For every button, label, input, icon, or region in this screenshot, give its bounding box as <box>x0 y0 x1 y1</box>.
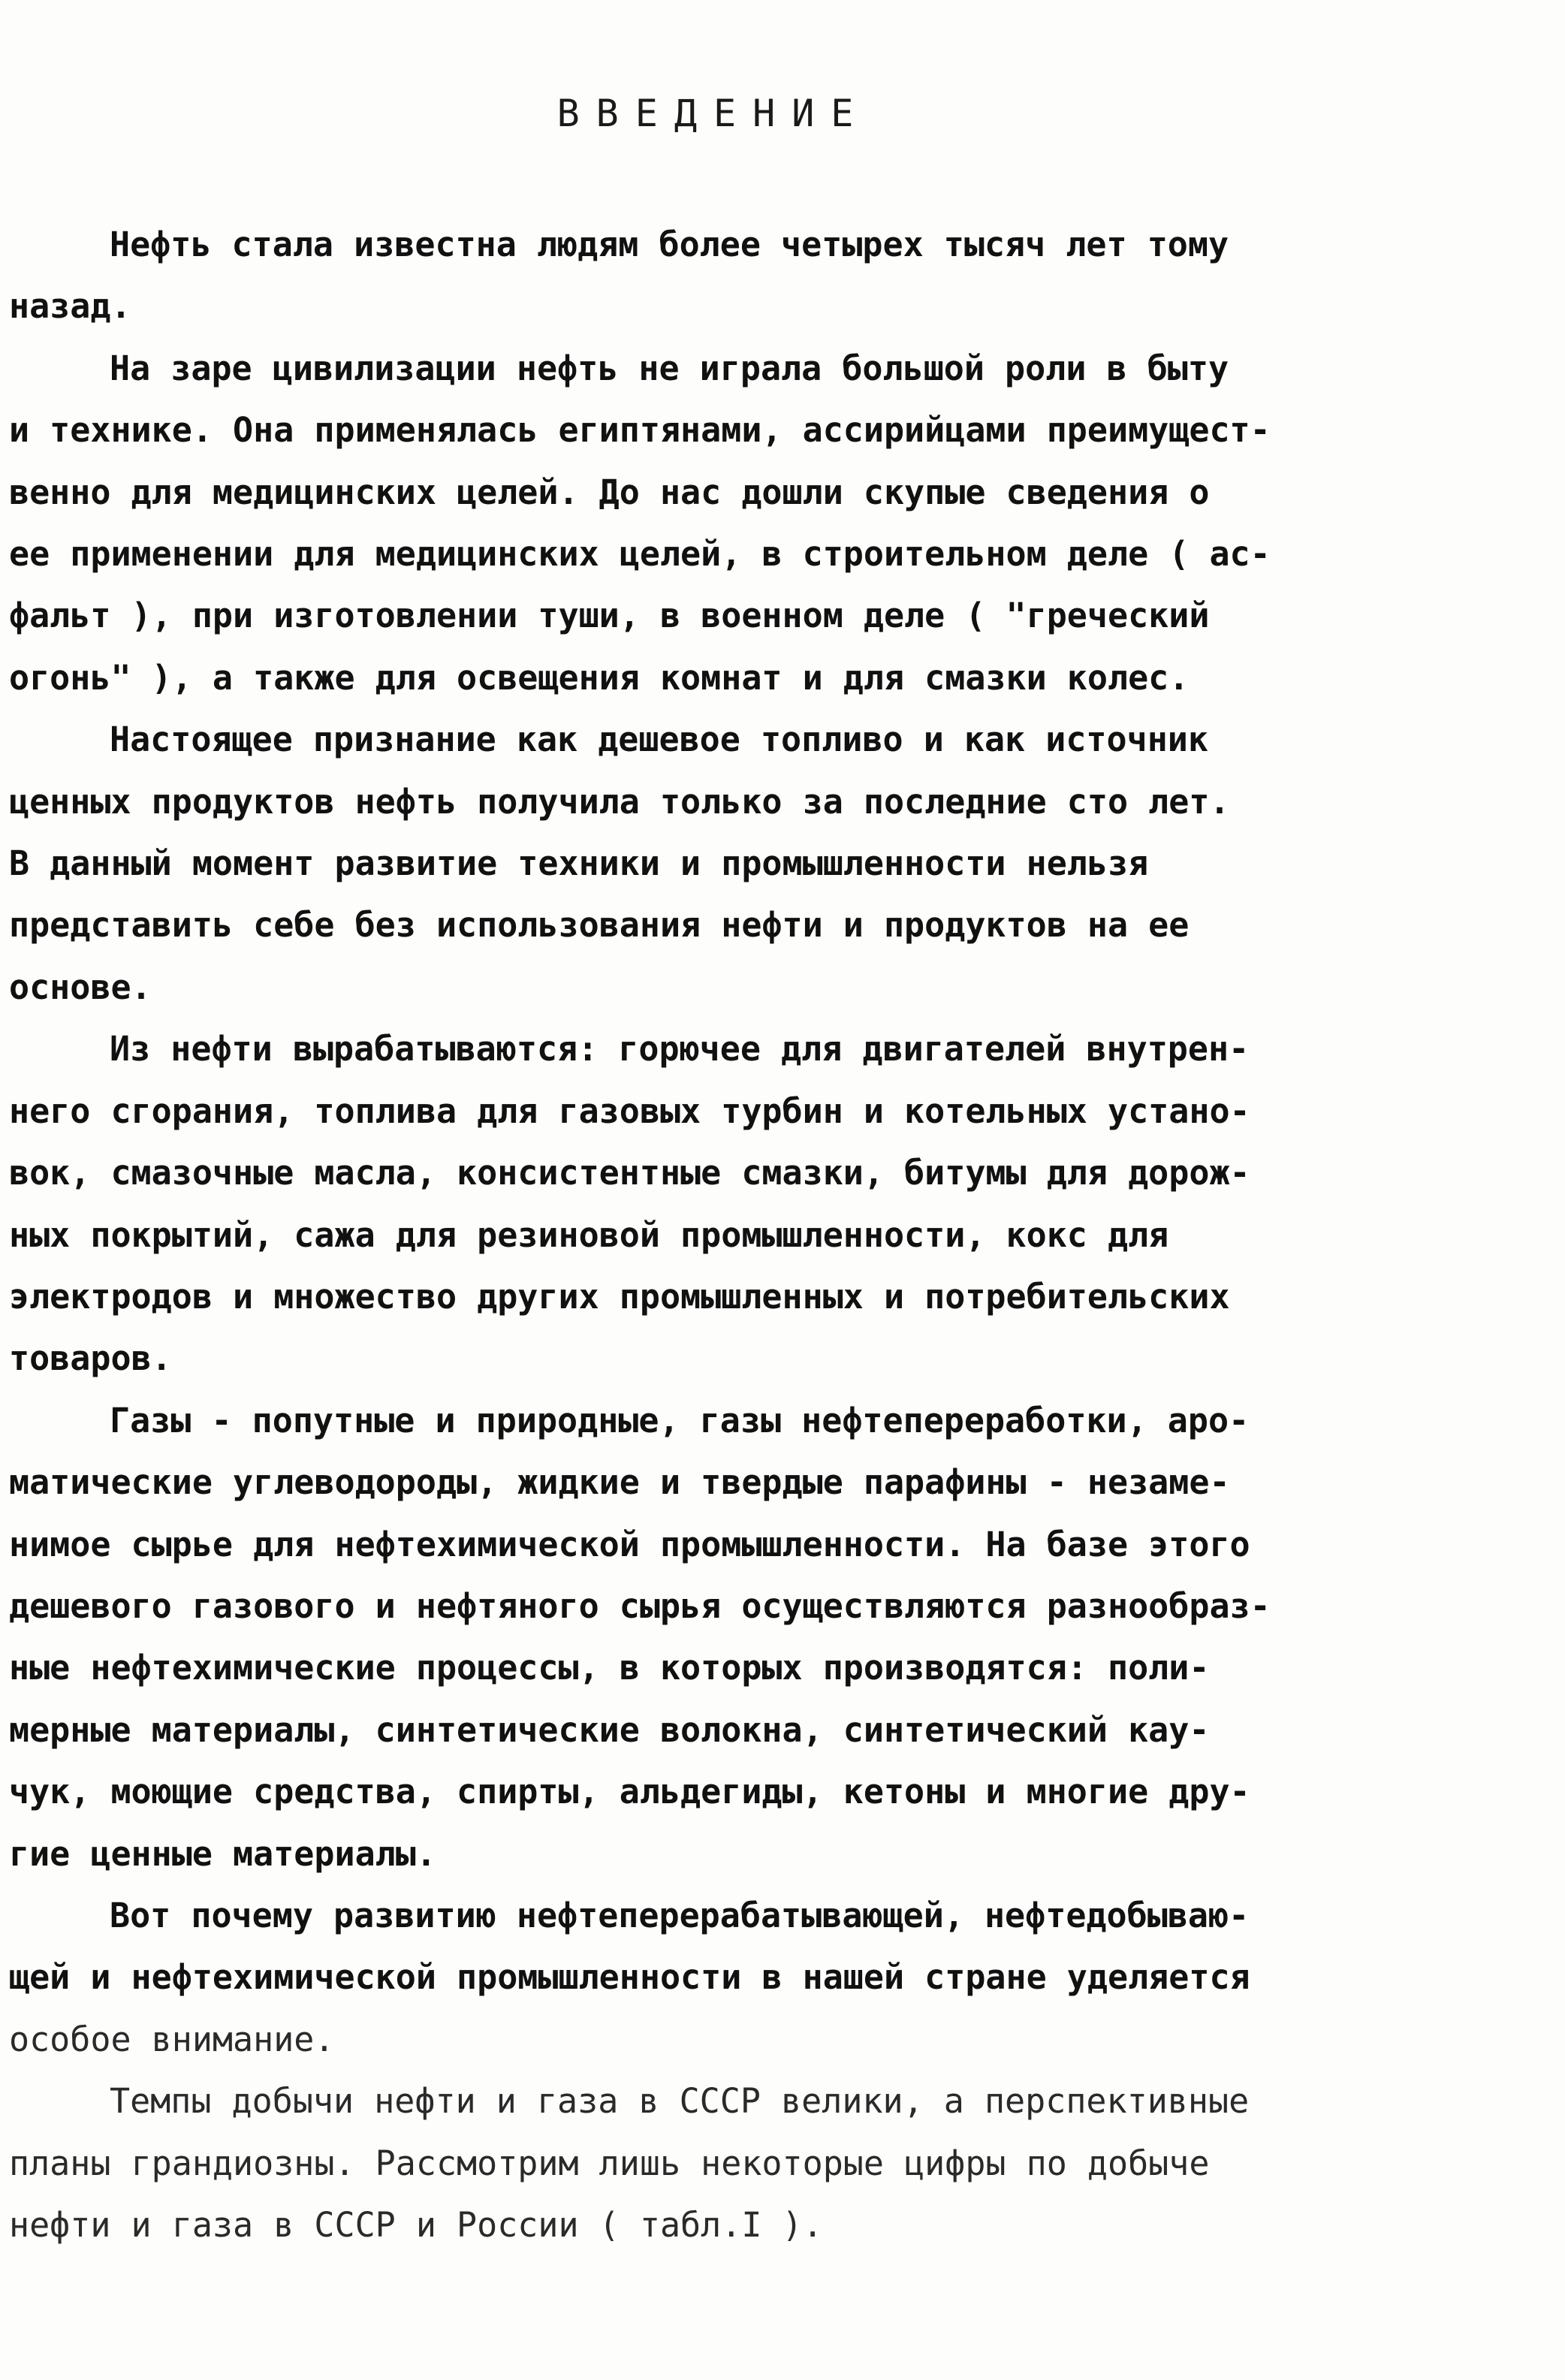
paragraph-4 <box>9 1018 1503 1389</box>
text-line: матические углеводороды, жидкие и твердые парафины - незаме- <box>9 1462 1230 1503</box>
text-line: и технике. Она применялась египтянами, ассирийцами преимущест- <box>9 410 1271 451</box>
paragraph-6 <box>9 1885 1503 2071</box>
text-line: гие ценные материалы. <box>9 1833 436 1874</box>
paragraph-7 <box>9 2071 1503 2256</box>
text-line: электродов и множество других промышленных и потребительских <box>9 1276 1230 1317</box>
text-line: На заре цивилизации нефть не играла большой роли в быту <box>110 348 1229 388</box>
paragraph-1 <box>9 214 1503 338</box>
text-line: венно для медицинских целей. До нас дошли скупые сведения о <box>9 472 1210 512</box>
text-line: особое внимание. <box>9 2019 335 2059</box>
text-line: ные нефтехимические процессы, в которых производятся: поли- <box>9 1648 1210 1688</box>
text-line: планы грандиозны. Рассмотрим лишь некоторые цифры по добыче <box>9 2143 1210 2183</box>
text-line: товаров. <box>9 1338 172 1379</box>
text-line: Вот почему развитию нефтеперерабатывающей, нефтедобываю- <box>110 1895 1250 1935</box>
text-line: Настоящее признание как дешевое топливо и как источник <box>110 719 1208 760</box>
text-line: Из нефти вырабатываются: горючее для двигателей внутрен- <box>110 1029 1250 1069</box>
text-line: нимое сырье для нефтехимической промышленности. На базе этого <box>9 1524 1250 1564</box>
page-title: ВВЕДЕНИЕ <box>556 92 870 135</box>
text-line: мерные материалы, синтетические волокна, синтетический кау- <box>9 1709 1210 1750</box>
text-line: В данный момент развитие техники и промышленности нельзя <box>9 843 1149 884</box>
text-line: вок, смазочные масла, консистентные смазки, битумы для дорож- <box>9 1153 1250 1193</box>
text-line: фальт ), при изготовлении туши, в военном деле ( "греческий <box>9 596 1210 636</box>
text-line: ных покрытий, сажа для резиновой промышленности, кокс для <box>9 1214 1169 1255</box>
text-line: нефти и газа в СССР и России ( табл.I ). <box>9 2205 823 2245</box>
text-line: представить себе без использования нефти и продуктов на ее <box>9 905 1190 946</box>
text-line: огонь" ), а также для освещения комнат и для смазки колес. <box>9 657 1190 698</box>
text-line: основе. <box>9 967 152 1007</box>
text-line: него сгорания, топлива для газовых турбин и котельных устано- <box>9 1090 1250 1131</box>
text-line: чук, моющие средства, спирты, альдегиды, кетоны и многие дру- <box>9 1772 1250 1812</box>
text-line: Газы - попутные и природные, газы нефтепереработки, аро- <box>110 1400 1250 1440</box>
text-line: назад. <box>9 286 131 327</box>
paragraph-2 <box>9 338 1503 709</box>
text-line: дешевого газового и нефтяного сырья осуществляются разнообраз- <box>9 1585 1271 1626</box>
paragraph-3 <box>9 709 1503 1018</box>
text-line: ценных продуктов нефть получила только за последние сто лет. <box>9 781 1230 822</box>
text-line: Темпы добычи нефти и газа в СССР велики, а перспективные <box>110 2081 1250 2122</box>
paragraph-5 <box>9 1390 1503 1885</box>
text-line: Нефть стала известна людям более четырех тысяч лет тому <box>110 225 1229 264</box>
text-line: ее применении для медицинских целей, в строительном деле ( ас- <box>9 534 1271 575</box>
text-line: щей и нефтехимической промышленности в нашей стране уделяется <box>9 1957 1250 1998</box>
body-text <box>9 214 1503 2256</box>
